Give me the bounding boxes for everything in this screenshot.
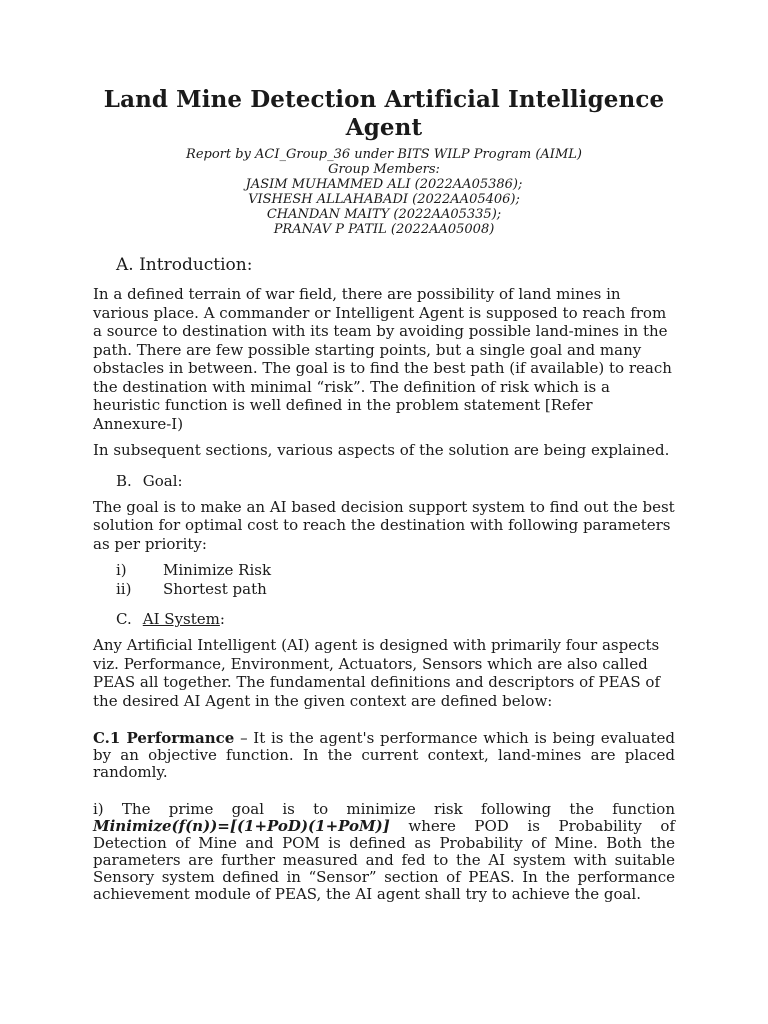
ai-system-heading-label: AI System <box>142 610 220 629</box>
ai-system-heading-number: C. <box>116 610 132 629</box>
performance-paragraph <box>93 730 675 781</box>
performance-text: – It is the agent's performance which is being evaluated by an objective function. In the current context, land-mines are placed randomly. <box>93 729 675 782</box>
document-page <box>93 86 675 911</box>
member-name: CHANDAN MAITY (2022AA05335); <box>266 207 502 223</box>
list-item <box>116 580 675 599</box>
list-item-index: ii) <box>116 579 132 598</box>
member-name: PRANAV P PATIL (2022AA05008) <box>273 222 495 238</box>
performance-item-rest: where POD is Probability of Detection of Mine and POM is defined as Probability of Mine. Both the parameters are further measured and fed to the AI system with suitable Sensory system defined in “Sensor” section of PEAS. In the performance achievement module of PEAS, the AI agent shall try to achieve the goal. <box>93 817 675 904</box>
member-name: JASIM MUHAMMED ALI (2022AA05386); <box>245 177 523 193</box>
ai-system-paragraph: Any Artificial Intelligent (AI) agent is designed with primarily four aspects viz. Performance, Environment, Actuators, Sensors which are also called PEAS all together. The fundamental definitions and descriptors of PEAS of the desired AI Agent in the given context are defined below: <box>93 636 661 710</box>
performance-heading: C.1 Performance <box>93 729 235 748</box>
members-heading: Group Members: <box>328 162 440 178</box>
list-item-text: Shortest path <box>163 579 267 598</box>
introduction-paragraph-2: In subsequent sections, various aspects of the solution are being explained. <box>93 441 670 460</box>
risk-formula: Minimize(f(n))=[(1+PoD)(1+PoM)] <box>93 817 390 836</box>
document-title: Land Mine Detection Artificial Intelligence Agent <box>103 86 665 141</box>
performance-item-paragraph <box>93 801 675 903</box>
ai-system-heading-colon: : <box>219 610 225 629</box>
member-name: VISHESH ALLAHABADI (2022AA05406); <box>248 192 520 208</box>
goal-heading <box>116 472 675 490</box>
goal-heading-number: B. <box>116 471 132 490</box>
introduction-heading: A. Introduction: <box>116 255 253 276</box>
goal-priority-list <box>116 561 675 598</box>
list-item <box>116 561 675 580</box>
goal-paragraph: The goal is to make an AI based decision support system to find out the best solution for optimal cost to reach the destination with following parameters as per priority: <box>93 497 675 553</box>
ai-system-heading <box>116 610 675 628</box>
list-item-index: i) <box>116 561 127 580</box>
introduction-paragraph: In a defined terrain of war field, there are possibility of land mines in various place. A commander or Intelligent Agent is supposed to reach from a source to destination with its team by avoiding possible land-mines in the path. There are few possible starting points, but a single goal and many obstacles in between. The goal is to find the best path (if available) to reach the destination with minimal “risk”. The definition of risk which is a heuristic function is well defined in the problem statement [Refer Annexure-I) <box>93 285 672 433</box>
performance-item-prefix: i) The prime goal is to minimize risk following the function <box>93 800 675 819</box>
report-line: Report by ACI_Group_36 under BITS WILP Program (AIML) <box>186 147 582 163</box>
list-item-text: Minimize Risk <box>163 561 272 580</box>
goal-heading-label: Goal: <box>142 471 183 490</box>
